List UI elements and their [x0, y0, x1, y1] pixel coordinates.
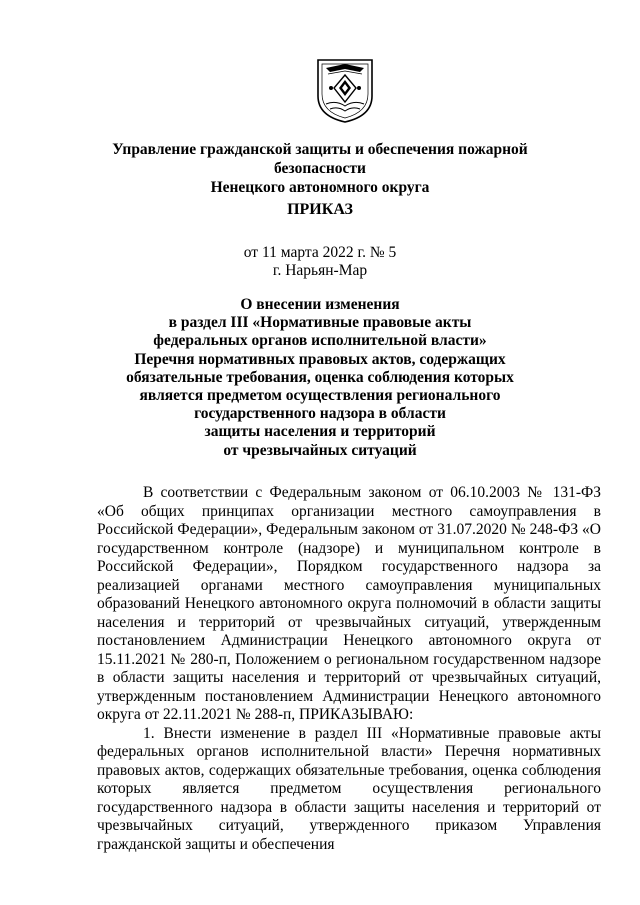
- org-name-line-1: Управление гражданской защиты и обеспечения пожарной безопасности: [112, 141, 528, 177]
- coat-of-arms-icon: [316, 58, 374, 124]
- title-line: О внесении изменения: [240, 296, 400, 313]
- title-line: является предметом осуществления регионального: [139, 387, 501, 405]
- issuing-authority: [80, 140, 560, 197]
- title-line: защиты населения и территорий: [204, 423, 436, 441]
- org-name-line-2: Ненецкого автономного округа: [210, 179, 430, 196]
- title-line: обязательные требования, оценка соблюдения которых: [126, 368, 514, 386]
- title-line: от чрезвычайных ситуаций: [223, 441, 417, 459]
- date-number: от 11 марта 2022 г. № 5: [243, 244, 397, 261]
- document-title: [100, 296, 540, 460]
- body-paragraph-2: 1. Внести изменение в раздел III «Нормативные правовые акты федеральных органов исполнительной власти» Перечня нормативных правовых актов, содержащих обязательные требования, оценка соблюдения которых является предметом осуществления регионального государственного надзора в области защиты населения и территорий от чрезвычайных ситуаций, утвержденного приказом Управления гражданской защиты и обеспечения: [97, 724, 601, 853]
- body-paragraph-1: В соответствии с Федеральным законом от 06.10.2003 № 131-ФЗ «Об общих принципах организации местного самоуправления в Российской Федерации», Федеральным законом от 31.07.2020 № 248-ФЗ «О государственном контроле (надзоре) и муниципальном контроле в Российской Федерации», Порядком государственного надзора за реализацией органами местного самоуправления муниципальных образований Ненецкого автономного округа полномочий в области защиты населения и территорий от чрезвычайных ситуаций, утвержденным постановлением Администрации Ненецкого автономного округа от 15.11.2021 № 280-п, Положением о региональном государственном надзоре в области защиты населения и территорий от чрезвычайных ситуаций, утвержденным постановлением Администрации Ненецкого автономного округа от 22.11.2021 № 288-п, ПРИКАЗЫВАЮ:: [97, 484, 601, 723]
- title-line: федеральных органов исполнительной власти»: [153, 332, 487, 350]
- document-body: [97, 484, 601, 854]
- document-type: ПРИКАЗ: [287, 201, 353, 218]
- title-line: Перечня нормативных правовых актов, содержащих: [134, 350, 506, 368]
- title-line: в раздел III «Нормативные правовые акты: [168, 314, 472, 332]
- place: г. Нарьян-Мар: [272, 262, 368, 279]
- date-and-place: [0, 244, 640, 280]
- title-line: государственного надзора в области: [194, 405, 446, 423]
